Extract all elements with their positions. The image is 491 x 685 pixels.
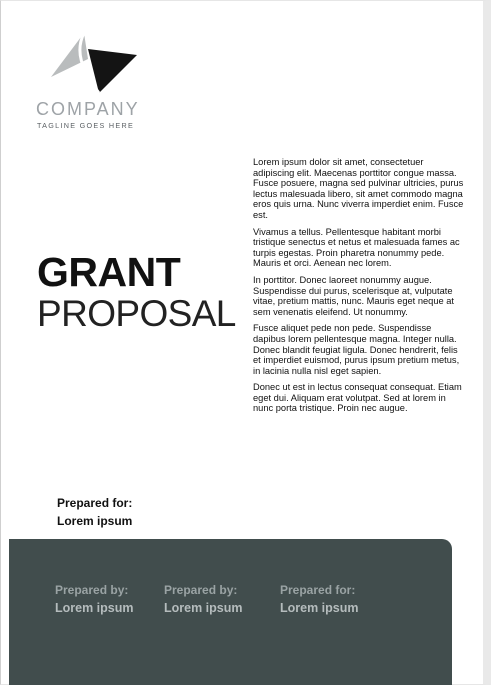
body-paragraph: Donec ut est in lectus consequat consequat. Etiam eget dui. Aliquam erat volutpat. Sed at lorem in nunc porta tristique. Proin nec augue. — [253, 382, 462, 414]
footer-label: Prepared by: — [55, 583, 129, 597]
footer-prepared-by-1 — [55, 582, 134, 617]
prepared-for-label: Prepared for: — [57, 496, 133, 510]
footer-prepared-by-2 — [164, 582, 243, 617]
prepared-for-block — [57, 494, 132, 530]
company-tagline: TAGLINE GOES HERE — [37, 121, 135, 130]
footer-label: Prepared by: — [164, 583, 238, 597]
company-name: COMPANY — [36, 99, 140, 119]
body-paragraph: Vivamus a tellus. Pellentesque habitant morbi tristique senectus et netus et malesuada fames ac turpis egestas. Proin pharetra nonummy pede. Mauris et orci. Aenean nec lorem. — [253, 226, 460, 269]
footer-label: Prepared for: — [280, 583, 356, 597]
footer-value: Lorem ipsum — [164, 601, 243, 615]
company-logo-icon — [51, 33, 137, 95]
footer-prepared-for — [280, 582, 359, 617]
footer-value: Lorem ipsum — [55, 601, 134, 615]
body-paragraph: Fusce aliquet pede non pede. Suspendisse dapibus lorem pellentesque magna. Integer nulla. Donec blandit feugiat ligula. Donec hendrerit, felis et imperdiet euismod, purus ipsum pretium metus, in lacinia nulla nisl eget sapien. — [253, 323, 460, 376]
body-paragraph: Lorem ipsum dolor sit amet, consectetuer adipiscing elit. Maecenas porttitor congue massa. Fusce posuere, magna sed pulvinar ultricies, purus lectus malesuada libero, sit amet commodo magna eros quis urna. Nunc viverra imperdiet enim. Fusce est. — [253, 157, 464, 220]
prepared-for-value: Lorem ipsum — [57, 514, 133, 528]
company-logo — [35, 33, 155, 133]
title-line-2: PROPOSAL — [37, 293, 236, 334]
body-paragraph: In porttitor. Donec laoreet nonummy augue. Suspendisse dui purus, scelerisque at, vulputate vitae, pretium mattis, nunc. Mauris eget neque at sem venenatis eleifend. Ut nonummy. — [253, 274, 455, 317]
title-line-1: GRANT — [37, 249, 181, 295]
footer-value: Lorem ipsum — [280, 601, 359, 615]
body-text-column — [253, 157, 465, 420]
footer-band — [9, 539, 452, 685]
